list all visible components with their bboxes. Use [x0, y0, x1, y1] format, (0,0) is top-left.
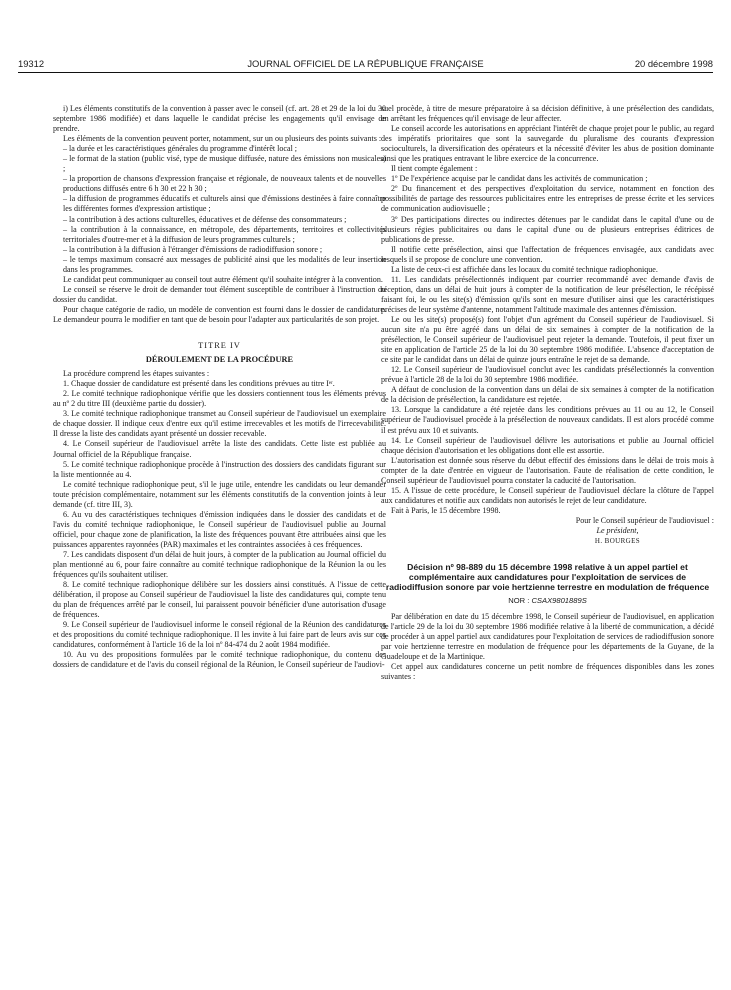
- right-paragraph: L'autorisation est donnée sous réserve du début effectif des émissions dans le délai de trois mois à compter de la date d'entrée en vigueur de l'autorisation. Faute de réalisation de cette condition, le Conseil supérieur de l'audiovisuel pourra constater la caducité de l'autorisation.: [381, 455, 714, 485]
- signature-name: H. BOURGES: [594, 537, 641, 546]
- procedure-step: 7. Les candidats disposent d'un délai de huit jours, à compter de la publication au Journal officiel du plan mentionné au 6, pour faire connaître au comité technique radiophonique de la Réunion la ou les fréquences qu'ils souhaitent utiliser.: [53, 549, 386, 580]
- issue-date: 20 décembre 1998: [634, 58, 713, 69]
- right-paragraph: Il notifie cette présélection, ainsi que l'affectation de fréquences envisagée, aux candidats avec lesquels il se propose de conclure une convention.: [381, 244, 714, 264]
- right-paragraph: 11. Les candidats présélectionnés indiquent par courrier recommandé avec demande d'avis de réception, dans un délai de huit jours à compter de la notification de leur présélection, le récépissé faisant foi, le ou les site(s) d'émission qu'ils sont en mesure d'utiliser ainsi que les caractéristiques précises de leur système d'antenne, notamment l'altitude maximale des antennes d'émission.: [381, 274, 714, 314]
- right-paragraph: 1º De l'expérience acquise par le candidat dans les activités de communication ;: [391, 174, 648, 184]
- decision-paragraph: Par délibération en date du 15 décembre 1998, le Conseil supérieur de l'audiovisuel, en application de l'article 29 de la loi du 30 septembre 1986 modifiée relative à la liberté de communication, a décidé de procéder à un appel partiel aux candidatures pour l'exploitation de services de radiodiffusion sonore par voie hertzienne terrestre en modulation de fréquence pour les départements de la Guyane, de la Guadeloupe et de la Martinique.: [381, 611, 714, 661]
- nor-label: NOR :: [508, 595, 530, 605]
- bullet-item: – la proportion de chansons d'expression française et régionale, de nouveaux talents et de nouvelles productions diffusés entre 6 h 30 et 22 h 30 ;: [53, 174, 386, 194]
- procedure-step: 9. Le Conseil supérieur de l'audiovisuel informe le conseil régional de la Réunion des candidatures et des propositions du comité technique radiophonique. Il les invite à lui faire part de leurs avis sur ces candidatures, conformément à l'article 16 de la loi nº 84-474 du 2 août 1984 modifiée.: [53, 620, 386, 650]
- bullet-item: – la durée et les caractéristiques générales du programme d'intérêt local ;: [53, 144, 386, 154]
- procedure-step: 10. Au vu des propositions formulées par le comité technique radiophonique, du contenu des dossiers de candidature et de l'avis du conseil régional de la Réunion, le Conseil supérieur de l'audiovi-: [53, 650, 386, 670]
- procedure-step: 6. Au vu des caractéristiques techniques d'émission indiquées dans le dossier des candidats et de l'avis du comité technique radiophonique, le Conseil supérieur de l'audiovisuel publie au Journal officiel, pour chaque zone de planification, la liste des fréquences pouvant être attribuées ainsi que les puissances apparentes rayonnées (PAR) maximales et les contraintes associées à ces fréquences.: [53, 509, 386, 549]
- right-paragraph: A défaut de conclusion de la convention dans un délai de six semaines à compter de la notification de la décision de présélection, la candidature est rejetée.: [381, 385, 714, 405]
- right-paragraph: 13. Lorsque la candidature a été rejetée dans les conditions prévues au 11 ou au 12, le Conseil supérieur de l'audiovisuel procède à la présélection de nouveaux candidats. Il est alors procédé comme il est prévu aux 10 et suivants.: [381, 405, 714, 435]
- right-paragraph: La liste de ceux-ci est affichée dans les locaux du comité technique radiophonique.: [391, 264, 658, 274]
- bullet-item: – la diffusion de programmes éducatifs et culturels ainsi que d'émissions destinées à faire connaître les différentes formes d'expression artistique ;: [53, 194, 386, 214]
- procedure-step: 5. Le comité technique radiophonique procède à l'instruction des dossiers des candidats figurant sur la liste mentionnée au 4.: [53, 459, 386, 479]
- fait-line: Fait à Paris, le 15 décembre 1998.: [391, 505, 501, 515]
- paragraph-reserve: Le conseil se réserve le droit de demander tout élément susceptible de contribuer à l'instruction du dossier du candidat.: [53, 284, 386, 304]
- paragraph-i: i) Les éléments constitutifs de la convention à passer avec le conseil (cf. art. 28 et 29 de la loi du 30 septembre 1986 modifiée) et dans laquelle le candidat précise les engagements qu'il envisage de prendre.: [53, 104, 386, 134]
- procedure-step: 8. Le comité technique radiophonique délibère sur les dossiers ainsi constitués. A l'issue de cette délibération, il propose au Conseil supérieur de l'audiovisuel la liste des candidatures qui, compte tenu du plan de fréquences arrêté par le conseil, lui paraissent pouvoir bénéficier d'une autorisation d'usage de fréquences.: [53, 580, 386, 620]
- decision-title: Décision nº 98-889 du 15 décembre 1998 relative à un appel partiel et complémentaire aux candidatures pour l'exploitation de services de radiodiffusion sonore par voie hertzienne terrestre en modulation de fréquence: [385, 562, 710, 593]
- paragraph-communiquer: Le candidat peut communiquer au conseil tout autre élément qu'il souhaite intégrer à la convention.: [63, 274, 383, 284]
- right-paragraph: 12. Le Conseil supérieur de l'audiovisuel conclut avec les candidats présélectionnés la convention prévue à l'article 28 de la loi du 30 septembre 1986 modifiée.: [381, 365, 714, 385]
- bullet-item: – la contribution à la connaissance, en métropole, des départements, territoires et collectivités territoriales d'outre-mer et à la diffusion de leurs programmes culturels ;: [53, 225, 386, 245]
- procedure-step: 4. Le Conseil supérieur de l'audiovisuel arrête la liste des candidats. Cette liste est publiée au Journal officiel de la République française.: [53, 439, 386, 459]
- right-paragraph: 2º Du financement et des perspectives d'exploitation du service, notamment en fonction des possibilités de partage des ressources publicitaires entre les entreprises de presse écrite et les services de communication audiovisuelle ;: [381, 184, 714, 214]
- journal-title: JOURNAL OFFICIEL DE LA RÉPUBLIQUE FRANÇAISE: [247, 58, 484, 69]
- section-heading: DÉROULEMENT DE LA PROCÉDURE: [145, 355, 294, 365]
- procedure-step: Le comité technique radiophonique peut, s'il le juge utile, entendre les candidats ou leur demander toute précision complémentaire, notamment sur les éléments constitutifs de la convention joints à leur demande (cf. titre III, 3).: [53, 479, 386, 509]
- nor-reference: [381, 596, 714, 606]
- right-paragraph: suel procède, à titre de mesure préparatoire à sa décision définitive, à une présélection des candidats, en arrêtant les fréquences qu'il envisage de leur affecter.: [381, 104, 714, 124]
- right-paragraph: Le conseil accorde les autorisations en appréciant l'intérêt de chaque projet pour le public, au regard des impératifs prioritaires que sont la sauvegarde du pluralisme des courants d'expression socioculturels, la diversification des opérateurs et la nécessité d'éviter les abus de position dominante ainsi que les pratiques entravant le libre exercice de la concurrence.: [381, 124, 714, 164]
- bullet-item: – le temps maximum consacré aux messages de publicité ainsi que les modalités de leur insertion dans les programmes.: [53, 255, 386, 275]
- titre-heading: TITRE IV: [198, 341, 241, 351]
- right-paragraph: 3º Des participations directes ou indirectes détenues par le candidat dans le capital d'une ou de plusieurs régies publicitaires ou dans le capital d'une ou de plusieurs entreprises éditrices de publications de presse.: [381, 214, 714, 244]
- right-paragraph: 15. A l'issue de cette procédure, le Conseil supérieur de l'audiovisuel déclare la clôture de l'appel aux candidatures et notifie aux candidats non autorisés le rejet de leur candidature.: [381, 485, 714, 505]
- right-paragraph: 14. Le Conseil supérieur de l'audiovisuel délivre les autorisations et publie au Journal officiel chaque décision d'autorisation et les obligations dont elle est assortie.: [381, 435, 714, 455]
- bullet-item: – la contribution à la diffusion à l'étranger d'émissions de radiodiffusion sonore ;: [53, 245, 386, 255]
- page-header: [18, 58, 713, 72]
- procedure-step: 3. Le comité technique radiophonique transmet au Conseil supérieur de l'audiovisuel un exemplaire de chaque dossier. Il indique ceux d'entre eux qu'il estime irrecevables et les motifs de l'irrecevabilité. Il dresse la liste des candidats ayant présenté un dossier recevable.: [53, 409, 386, 439]
- procedure-step: 1. Chaque dossier de candidature est présenté dans les conditions prévues au titre Iᵉʳ.: [63, 379, 335, 389]
- paragraph-intro: La procédure comprend les étapes suivantes :: [63, 369, 210, 379]
- signature-role: Le président,: [596, 525, 639, 535]
- left-column: [53, 104, 386, 671]
- signature-line: Pour le Conseil supérieur de l'audiovisuel :: [575, 515, 714, 525]
- paragraph-categorie: Pour chaque catégorie de radio, un modèle de convention est fourni dans le dossier de candidature. Le demandeur pourra le modifier en tant que de besoin pour l'adapter aux particularités de son projet.: [53, 304, 386, 324]
- paragraph-elements: Les éléments de la convention peuvent porter, notamment, sur un ou plusieurs des points suivants :: [63, 134, 382, 144]
- right-paragraph: Il tient compte également :: [391, 164, 478, 174]
- bullet-item: – le format de la station (public visé, type de musique diffusée, nature des émissions non musicales) ;: [53, 154, 386, 174]
- page-number: 19312: [18, 58, 45, 69]
- header-rule: [18, 72, 713, 73]
- nor-code: CSAX9801889S: [531, 595, 587, 605]
- bullet-item: – la contribution à des actions culturelles, éducatives et de défense des consommateurs ;: [53, 215, 386, 225]
- right-column: [381, 104, 714, 682]
- decision-paragraph: Cet appel aux candidatures concerne un petit nombre de fréquences disponibles dans les zones suivantes :: [381, 661, 714, 681]
- procedure-step: 2. Le comité technique radiophonique vérifie que les dossiers contiennent tous les éléments prévus au nº 2 du titre III (deuxième partie du dossier).: [53, 389, 386, 409]
- right-paragraph: Le ou les site(s) proposé(s) font l'objet d'un agrément du Conseil supérieur de l'audiovisuel. Si aucun site n'a pu être agréé dans un délai de six semaines à compter de la notification de la présélection, le Conseil supérieur de l'audiovisuel peut rejeter la demande. Toutefois, il peut fixer un site en application de l'article 25 de la loi du 30 septembre 1986 modifiée. L'absence d'acceptation de ce site par le candidat dans un délai de quinze jours entraîne le rejet de sa demande.: [381, 314, 714, 365]
